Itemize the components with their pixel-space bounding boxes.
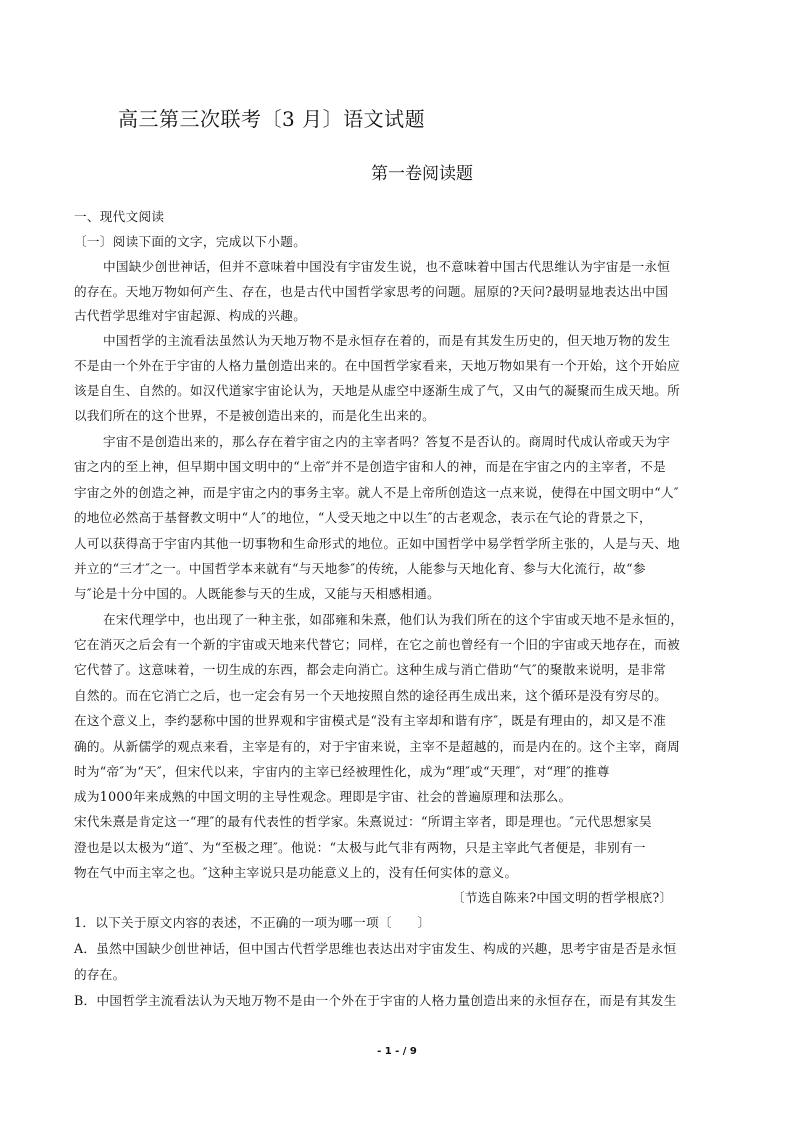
passage-line: 并立的“三才″之一。中国哲学本来就有“与天地参″的传统，人能参与天地化育、参与大化流行，故“参: [74, 561, 646, 576]
passage-line: 不是由一个外在于宇宙的人格力量创造出来的。在中国哲学家看来，天地万物如果有一个开始，这个开始应: [74, 358, 681, 373]
option-a: A．虽然中国缺少创世神话，但中国古代哲学思维也表达出对宇宙发生、构成的兴趣，思考宇宙是否是永恒: [74, 941, 677, 956]
passage-line: 在这个意义上，李约瑟称中国的世界观和宇宙模式是“没有主宰却和谐有序″，既是有理由的，却又是不准: [74, 713, 666, 728]
option-a-cont: 的存在。: [74, 967, 126, 982]
section-heading: 一、现代文阅读: [74, 209, 165, 224]
document-title: 高三第三次联考〔3 月〕语文试题: [118, 107, 426, 131]
passage-line: 宋代朱熹是肯定这一“理″的最有代表性的哲学家。朱熹说过：“所谓主宰者，即是理也。″元代思想家吴: [74, 814, 652, 829]
passage-line: 自然的。而在它消亡之后，也一定会有另一个天地按照自然的途径再生成出来，这个循环是没有穷尽的。: [74, 688, 668, 703]
passage-line: 的地位必然高于基督教文明中“人″的地位，“人受天地之中以生″的古老观念，表示在气论的背景之下，: [74, 510, 652, 525]
passage-line: 宙之内的至上神，但早期中国文明中的“上帝″并不是创造宇宙和人的神，而是在宇宙之内的主宰者，不是: [74, 459, 666, 474]
passage-line: 物在气中而主宰之也。″这种主宰说只是功能意义上的，没有任何实体的意义。: [74, 865, 518, 880]
passage-line: 以我们所在的这个世界，不是被创造出来的，而是化生出来的。: [74, 408, 436, 423]
passage-line: 时为“帝″为“天″，但宋代以来，宇宙内的主宰已经被理性化，成为“理″或“天理″，对“理″的推尊: [74, 764, 610, 779]
passage-line: 人可以获得高于宇宙内其他一切事物和生命形式的地位。正如中国哲学中易学哲学所主张的，人是与天、地: [74, 536, 681, 551]
passage-line: 它代替了。这意味着，一切生成的东西，都会走向消亡。这种生成与消亡借助“气″的聚散来说明，是非常: [74, 662, 666, 677]
passage-line: 确的。从新儒学的观点来看，主宰是有的，对于宇宙来说，主宰不是超越的，而是内在的。这个主宰，商周: [74, 739, 681, 754]
passage-line: 该是自生、自然的。如汉代道家宇宙论认为，天地是从虚空中逐渐生成了气，又由气的凝聚而生成天地。所: [74, 383, 681, 398]
page-number: - 1 - / 9: [377, 1046, 417, 1057]
passage-line: 中国哲学的主流看法虽然认为天地万物不是永恒存在着的，而是有其发生历史的，但天地万物的发生: [103, 333, 671, 348]
passage-line: 古代哲学思维对宇宙起源、构成的兴趣。: [74, 308, 307, 323]
question-stem: 1．以下关于原文内容的表述，不正确的一项为哪一项〔 〕: [74, 915, 431, 930]
section-subtitle: 第一卷阅读题: [371, 164, 473, 184]
source-citation: 〔节选自陈来?中国文明的哲学根底?〕: [452, 890, 673, 905]
passage-line: 在宋代理学中，也出现了一种主张，如邵雍和朱熹，他们认为我们所在的这个宇宙或天地不是永恒的，: [103, 612, 684, 627]
option-b: B．中国哲学主流看法认为天地万物不是由一个外在于宇宙的人格力量创造出来的永恒存在，而是有其发生: [74, 993, 677, 1008]
instruction: 〔一〕阅读下面的文字，完成以下小题。: [74, 234, 307, 249]
passage-line: 它在消灭之后会有一个新的宇宙或天地来代替它；同样，在它之前也曾经有一个旧的宇宙或天地存在，而被: [74, 637, 681, 652]
passage-line: 的存在。天地万物如何产生、存在，也是古代中国哲学家思考的问题。屈原的?天问?最明显地表达出中国: [74, 284, 669, 299]
passage-line: 宇宙之外的创造之神，而是宇宙之内的事务主宰。就人不是上帝所创造这一点来说，使得在中国文明中“人″: [74, 485, 679, 500]
passage-line: 宇宙不是创造出来的，那么存在着宇宙之内的主宰者吗？答复不是否认的。商周时代成认帝或天为宇: [103, 434, 671, 449]
passage-line: 澄也是以太极为“道″、为“至极之理″。他说：“太极与此气非有两物，只是主宰此气者便是，非别有一: [74, 840, 646, 855]
passage-line: 成为1000年来成熟的中国文明的主导性观念。理即是宇宙、社会的普遍原理和法那么。: [74, 789, 572, 804]
passage-line: 与″论是十分中国的。人既能参与天的生成，又能与天相感相通。: [74, 586, 441, 601]
passage-line: 中国缺少创世神话，但并不意味着中国没有宇宙发生说，也不意味着中国古代思维认为宇宙是一永恒: [103, 259, 671, 274]
